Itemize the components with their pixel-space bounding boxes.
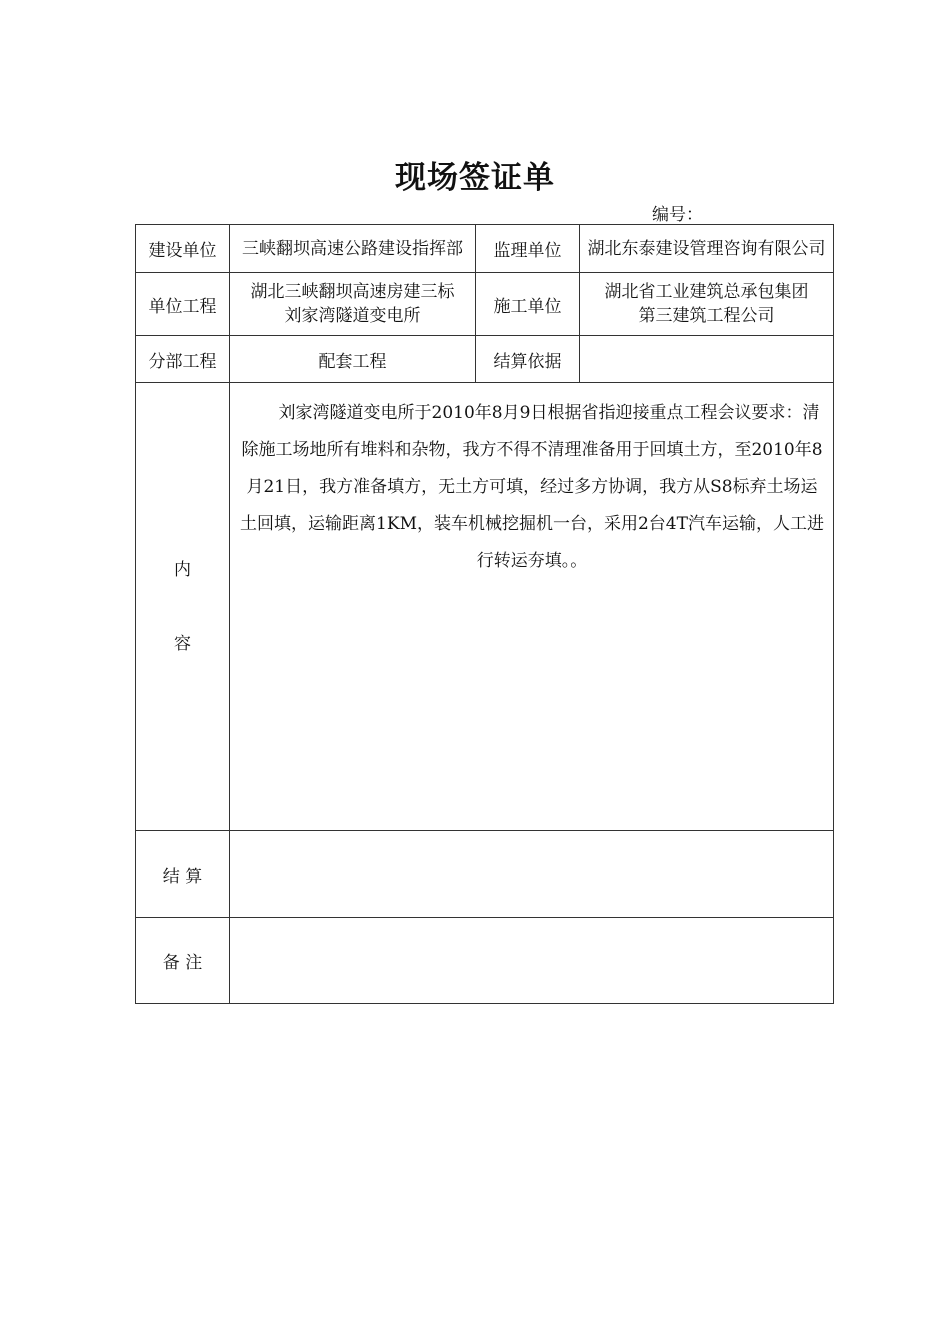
unit-project-value-line1: 湖北三峡翻坝高速房建三标 [250, 282, 455, 302]
sub-project-label: 分部工程 [136, 336, 230, 383]
unit-project-value [230, 273, 476, 336]
form-row-content [136, 383, 834, 831]
content-label-char-1: 内 [174, 559, 191, 580]
form-row-remarks [136, 918, 834, 1004]
construction-unit-label: 建设单位 [136, 225, 230, 273]
content-text: 刘家湾隧道变电所于2010年8月9日根据省指迎接重点工程会议要求：清除施工场地所有堆料和杂物，我方不得不清理准备用于回填土方，至2010年8月21日，我方准备填方，无土方可填，经过多方协调，我方从S8标弃土场运土回填，运输距离1KM，装车机械挖掘机一台，采用2台4T汽车运输，人工进行转运夯填。。 [230, 383, 834, 831]
settlement-label: 结 算 [136, 831, 230, 918]
settlement-basis-label: 结算依据 [476, 336, 580, 383]
page-title: 现场签证单 [395, 160, 555, 196]
remarks-label: 备 注 [136, 918, 230, 1004]
form-row-settlement [136, 831, 834, 918]
construction-unit-value: 三峡翻坝高速公路建设指挥部 [230, 225, 476, 273]
unit-project-label: 单位工程 [136, 273, 230, 336]
supervision-unit-label: 监理单位 [476, 225, 580, 273]
form-row-sub-project [136, 336, 834, 383]
supervision-unit-value: 湖北东泰建设管理咨询有限公司 [580, 225, 834, 273]
unit-project-value-line2: 刘家湾隧道变电所 [284, 306, 421, 326]
contractor-label: 施工单位 [476, 273, 580, 336]
content-label [136, 383, 230, 831]
form-row-unit-project [136, 273, 834, 336]
contractor-value-line2: 第三建筑工程公司 [638, 306, 775, 326]
settlement-basis-value [580, 336, 834, 383]
contractor-value-line1: 湖北省工业建筑总承包集团 [604, 282, 809, 302]
content-label-char-2: 容 [174, 633, 191, 654]
serial-number-label: 编号： [652, 205, 703, 225]
form-row-construction-unit [136, 225, 834, 273]
remarks-value [230, 918, 834, 1004]
visa-form-table [135, 224, 834, 1004]
settlement-value [230, 831, 834, 918]
contractor-value [580, 273, 834, 336]
sub-project-value: 配套工程 [230, 336, 476, 383]
